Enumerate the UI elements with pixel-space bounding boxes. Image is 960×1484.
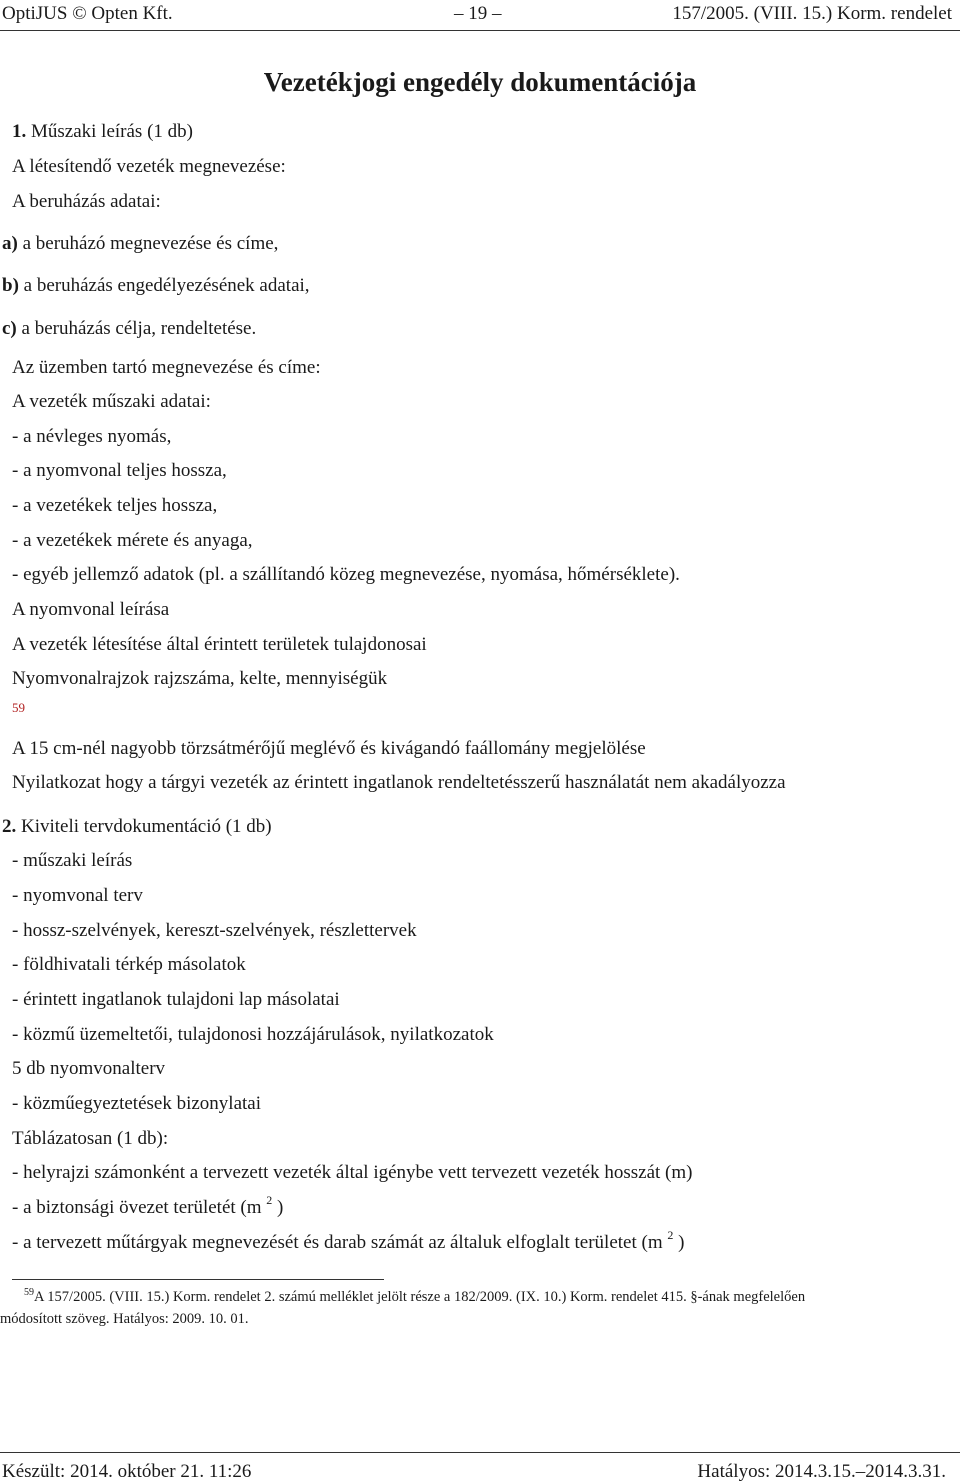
- section1-line: A létesítendő vezeték megnevezése:: [12, 156, 286, 177]
- section2-line: - műszaki leírás: [12, 850, 133, 871]
- footer-divider: [0, 1452, 960, 1453]
- list-text-a: a beruházó megnevezése és címe,: [22, 233, 279, 254]
- section1-heading: [12, 120, 193, 144]
- section2-line: [12, 1228, 685, 1255]
- footnote-divider: [12, 1279, 384, 1280]
- section1-line: Nyomvonalrajzok rajzszáma, kelte, mennyiségük: [12, 668, 388, 689]
- section2-line-text: - a tervezett műtárgyak megnevezését és darab számát az általuk elfoglalt területet (m: [12, 1232, 663, 1253]
- header-left: OptiJUS © Opten Kft.: [2, 3, 173, 24]
- section2-line: - közműegyeztetések bizonylatai: [12, 1093, 262, 1114]
- page-number: – 19 –: [454, 3, 502, 24]
- section1-line: - a névleges nyomás,: [12, 426, 172, 447]
- section2-line: - közmű üzemeltetői, tulajdonosi hozzájárulások, nyilatkozatok: [12, 1024, 494, 1045]
- section2-line-text: - a biztonsági övezet területét (m: [12, 1197, 262, 1218]
- section1-title: Műszaki leírás (1 db): [31, 121, 193, 142]
- footer-effective: Hatályos: 2014.3.15.–2014.3.31.: [697, 1461, 946, 1482]
- footnote-number: 59: [24, 1287, 34, 1298]
- superscript: 2: [266, 1193, 273, 1207]
- section1-line: A vezeték létesítése által érintett területek tulajdonosai: [12, 634, 427, 655]
- list-label-c: c): [2, 318, 17, 339]
- footer-created: Készült: 2014. október 21. 11:26: [2, 1461, 252, 1482]
- section1-line: - a vezetékek mérete és anyaga,: [12, 530, 253, 551]
- header-right: 157/2005. (VIII. 15.) Korm. rendelet: [672, 3, 952, 24]
- list-item-c: [2, 317, 256, 341]
- list-text-c: a beruházás célja, rendeltetése.: [21, 318, 257, 339]
- section2-line: - nyomvonal terv: [12, 885, 143, 906]
- section2-line: 5 db nyomvonalterv: [12, 1058, 166, 1079]
- section1-line: - a nyomvonal teljes hossza,: [12, 460, 227, 481]
- list-text-b: a beruházás engedélyezésének adatai,: [23, 275, 310, 296]
- section2-heading: [2, 815, 272, 839]
- section1-line: A nyomvonal leírása: [12, 599, 170, 620]
- footnote-reference-link[interactable]: 59: [12, 700, 25, 715]
- document-title: Vezetékjogi engedély dokumentációja: [263, 67, 697, 97]
- section2-title: Kiviteli tervdokumentáció (1 db): [21, 816, 272, 837]
- section2-line: Táblázatosan (1 db):: [12, 1128, 169, 1149]
- section1-line: A 15 cm-nél nagyobb törzsátmérőjű meglévő és kivágandó faállomány megjelölése: [12, 738, 646, 759]
- list-label-a: a): [2, 233, 18, 254]
- list-item-a: [2, 232, 278, 256]
- section2-line: - hossz-szelvények, kereszt-szelvények, részlettervek: [12, 920, 417, 941]
- section2-line-text: ): [678, 1232, 685, 1253]
- superscript: 2: [667, 1228, 674, 1242]
- section2-line: - földhivatali térkép másolatok: [12, 954, 246, 975]
- section2-line: - érintett ingatlanok tulajdoni lap másolatai: [12, 989, 340, 1010]
- footnote-line: módosított szöveg. Hatályos: 2009. 10. 01.: [0, 1311, 249, 1327]
- section1-line: Nyilatkozat hogy a tárgyi vezeték az érintett ingatlanok rendeltetésszerű használatát nem akadályozza: [12, 772, 786, 793]
- footnote-text: A 157/2005. (VIII. 15.) Korm. rendelet 2. számú melléklet jelölt része a 182/2009. (IX. 10.) Korm. rendelet 415. §-ának megfelelően: [34, 1289, 806, 1305]
- section1-line: Az üzemben tartó megnevezése és címe:: [12, 357, 321, 378]
- section1-line: A beruházás adatai:: [12, 191, 161, 212]
- section1-line: - a vezetékek teljes hossza,: [12, 495, 218, 516]
- list-label-b: b): [2, 275, 19, 296]
- section2-line: - helyrajzi számonként a tervezett vezeték által igénybe vett tervezett vezeték hosszát (m): [12, 1162, 693, 1183]
- section1-line: A vezeték műszaki adatai:: [12, 391, 211, 412]
- section2-line-text: ): [277, 1197, 284, 1218]
- section2-number: 2.: [2, 816, 17, 837]
- list-item-b: [2, 274, 310, 298]
- section2-line: [12, 1193, 284, 1220]
- section1-line: - egyéb jellemző adatok (pl. a szállítandó közeg megnevezése, nyomása, hőmérséklete).: [12, 564, 680, 585]
- footnote-line: [0, 1282, 960, 1308]
- section1-number: 1.: [12, 121, 27, 142]
- header-divider: [0, 30, 960, 31]
- footnote: [0, 1282, 960, 1330]
